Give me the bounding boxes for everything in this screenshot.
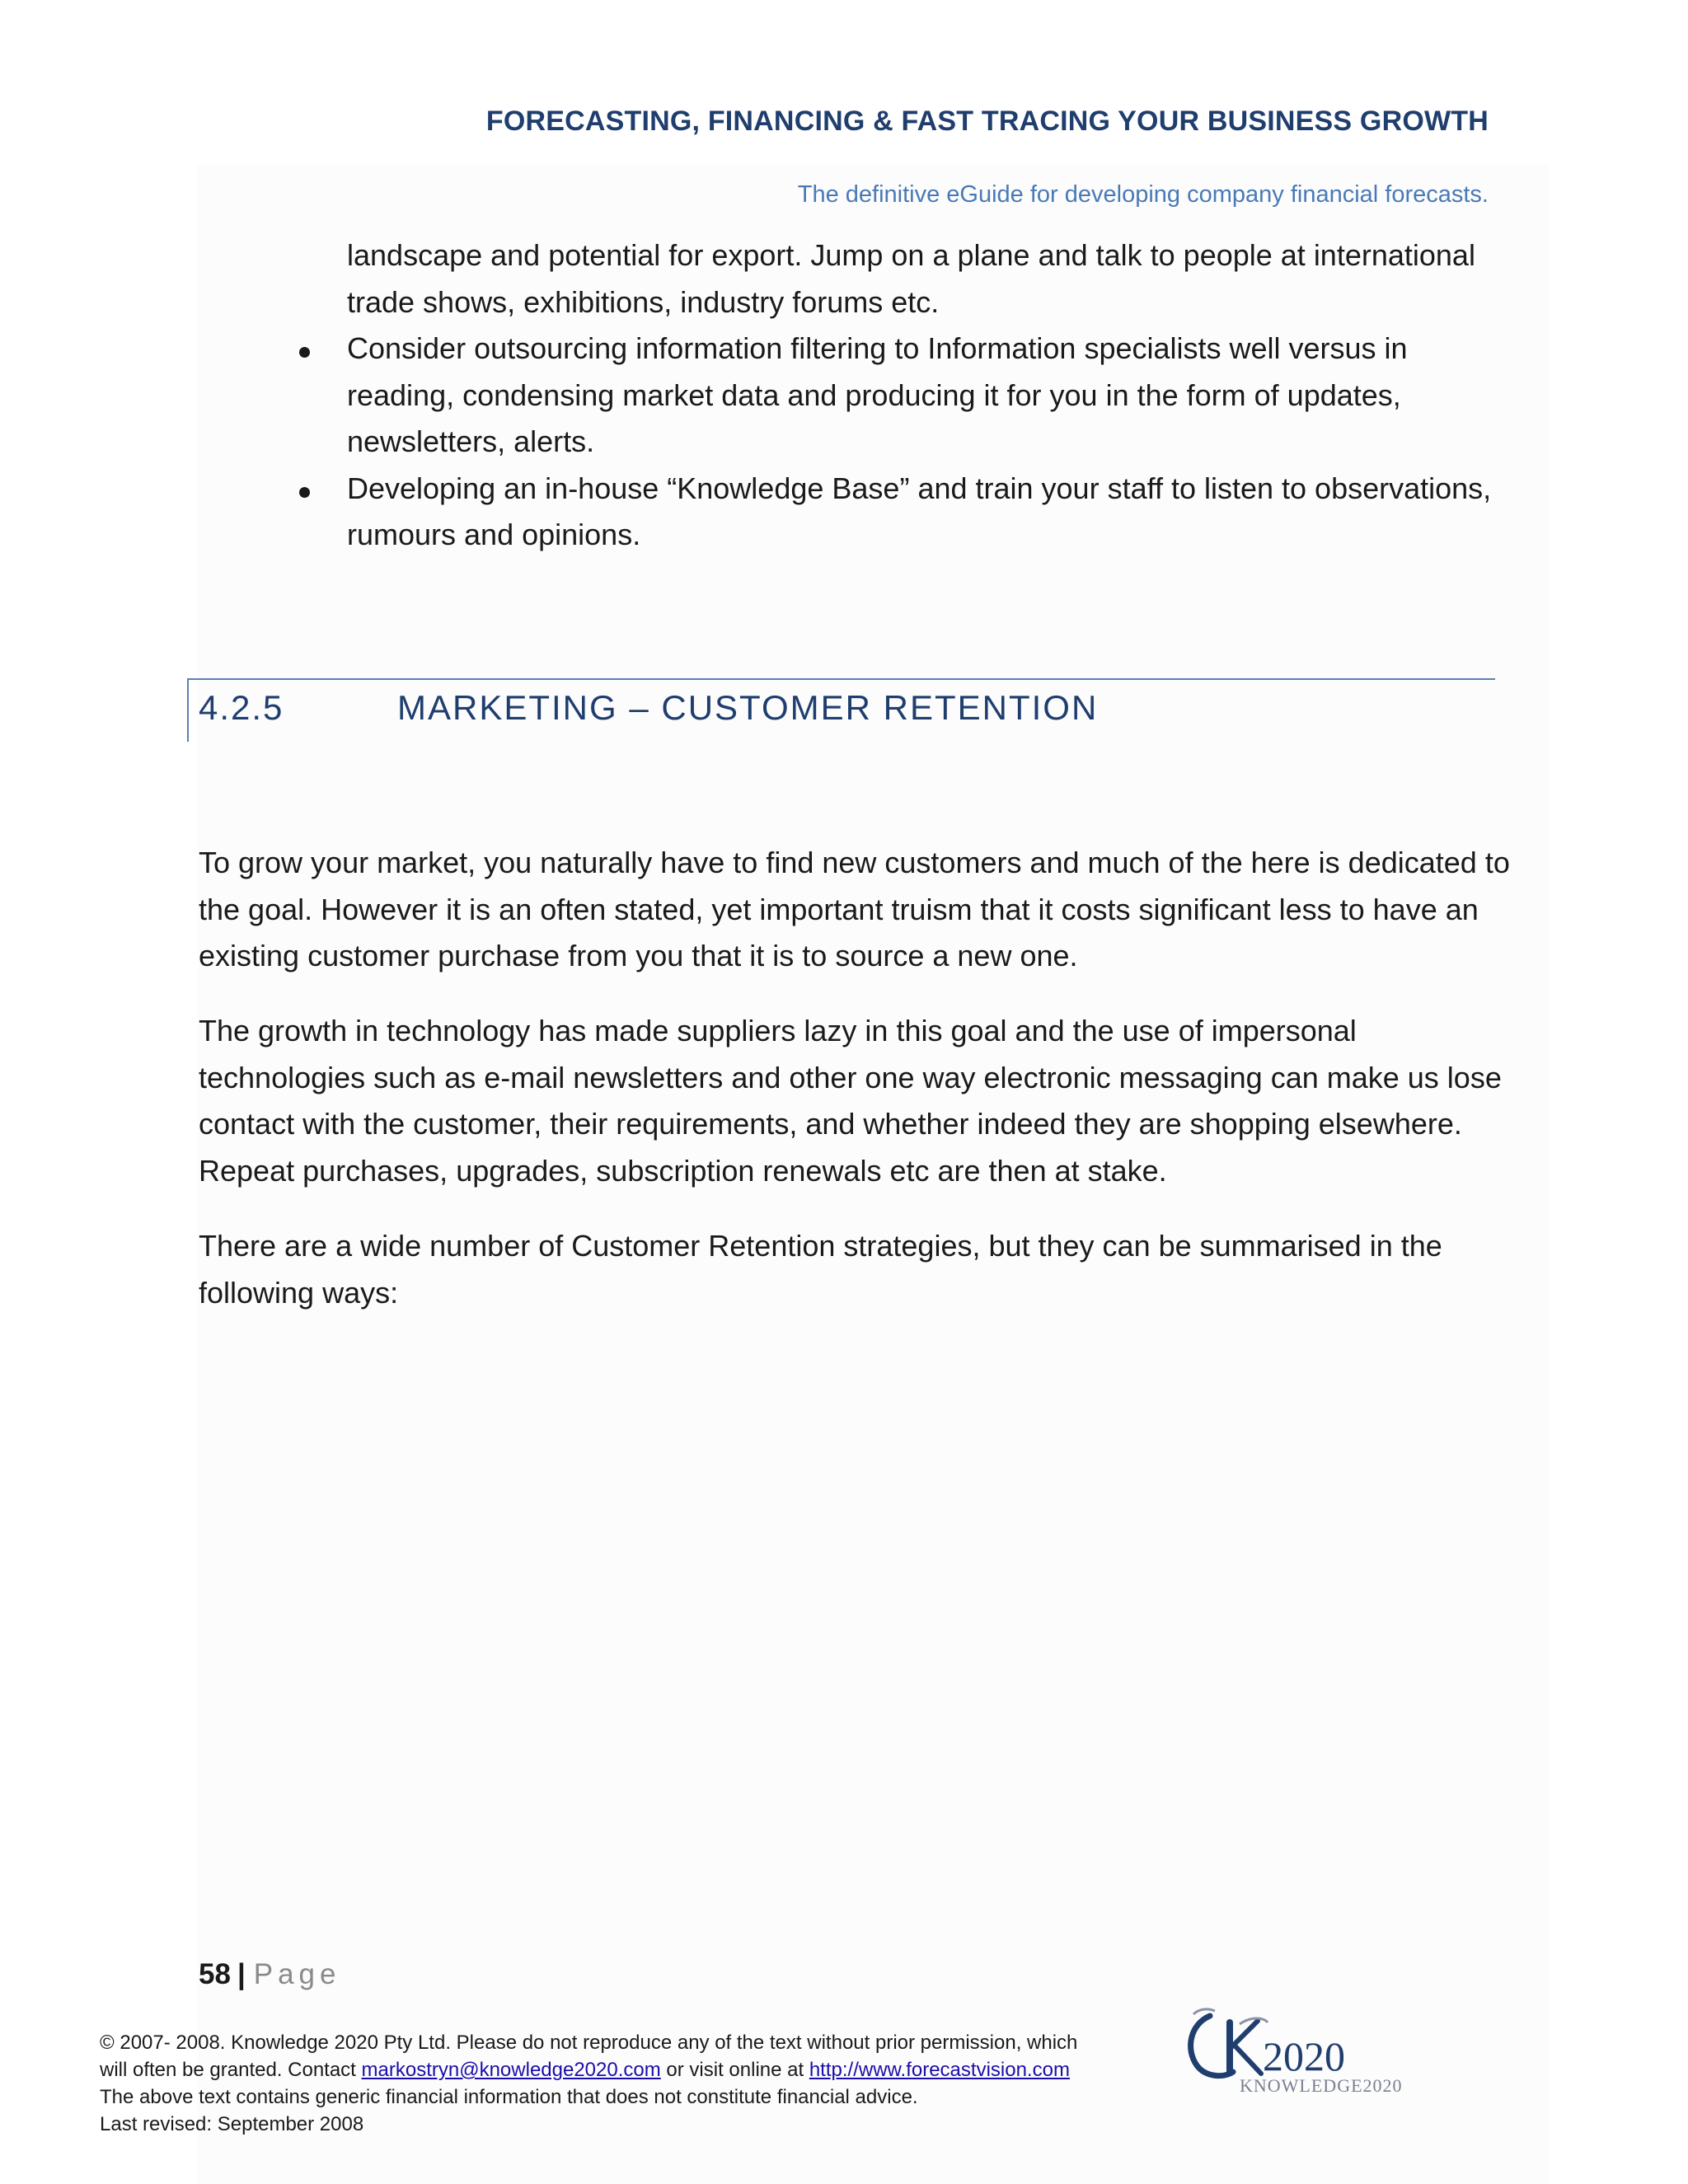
bullet-icon — [299, 487, 310, 498]
disclaimer-line: The above text contains generic financial information that does not constitute financial advice. — [100, 2086, 918, 2108]
body-paragraph: To grow your market, you naturally have to find new customers and much of the here is dedicated to the goal. However it is an often stated, yet important truism that it costs significant less to have an existing customer purchase from you that it is to source a new one. — [199, 846, 1510, 972]
body-paragraph: There are a wide number of Customer Retention strategies, but they can be summarised in the following ways: — [199, 1229, 1442, 1310]
page-word: Page — [253, 1958, 341, 1990]
email-link[interactable]: markostryn@knowledge2020.com — [361, 2059, 661, 2081]
logo-name-text: KNOWLEDGE2020 — [1240, 2075, 1403, 2096]
page-number — [199, 1958, 340, 1991]
knowledge2020-logo — [1182, 1999, 1446, 2098]
logo-wordmark-digits: 2020 — [1263, 2033, 1345, 2079]
page-number-separator: | — [237, 1958, 246, 1990]
list-item-text: Consider outsourcing information filtering to Information specialists well versus in reading, condensing market data and producing it for you in the form of updates, newsletters, alerts. — [347, 331, 1408, 458]
website-link[interactable]: http://www.forecastvision.com — [809, 2059, 1070, 2081]
page-number-value: 58 — [199, 1958, 231, 1990]
document-title: FORECASTING, FINANCING & FAST TRACING YOUR BUSINESS GROWTH — [485, 105, 1489, 137]
continued-paragraph: landscape and potential for export. Jump on a plane and talk to people at international trade shows, exhibitions, industry forums etc. — [347, 238, 1475, 319]
copyright-footer — [100, 2029, 1171, 2138]
contact-prefix: will often be granted. Contact — [100, 2059, 362, 2081]
contact-mid: or visit online at — [660, 2059, 809, 2081]
section-number: 4.2.5 — [199, 688, 284, 727]
list-item — [293, 466, 1522, 559]
last-revised-line: Last revised: September 2008 — [100, 2113, 364, 2135]
copyright-line: © 2007- 2008. Knowledge 2020 Pty Ltd. Please do not reproduce any of the text without prior permission, which — [100, 2032, 1078, 2054]
section-title: MARKETING – CUSTOMER RETENTION — [397, 688, 1099, 727]
document-subtitle: The definitive eGuide for developing company financial forecasts. — [797, 181, 1489, 208]
list-item-text: Developing an in-house “Knowledge Base” and train your staff to listen to observations, rumours and opinions. — [347, 471, 1492, 551]
body-paragraph: The growth in technology has made suppliers lazy in this goal and the use of impersonal technologies such as e-mail newsletters and other one way electronic messaging can make us lose contact with the customer, their requirements, and whether indeed they are shopping elsewhere. Repeat purchases, upgrades, subscription renewals etc are then at stake. — [199, 1014, 1502, 1188]
list-item — [293, 326, 1522, 466]
bullet-list — [293, 326, 1522, 559]
contact-line — [100, 2056, 1171, 2083]
bullet-icon — [299, 347, 310, 358]
